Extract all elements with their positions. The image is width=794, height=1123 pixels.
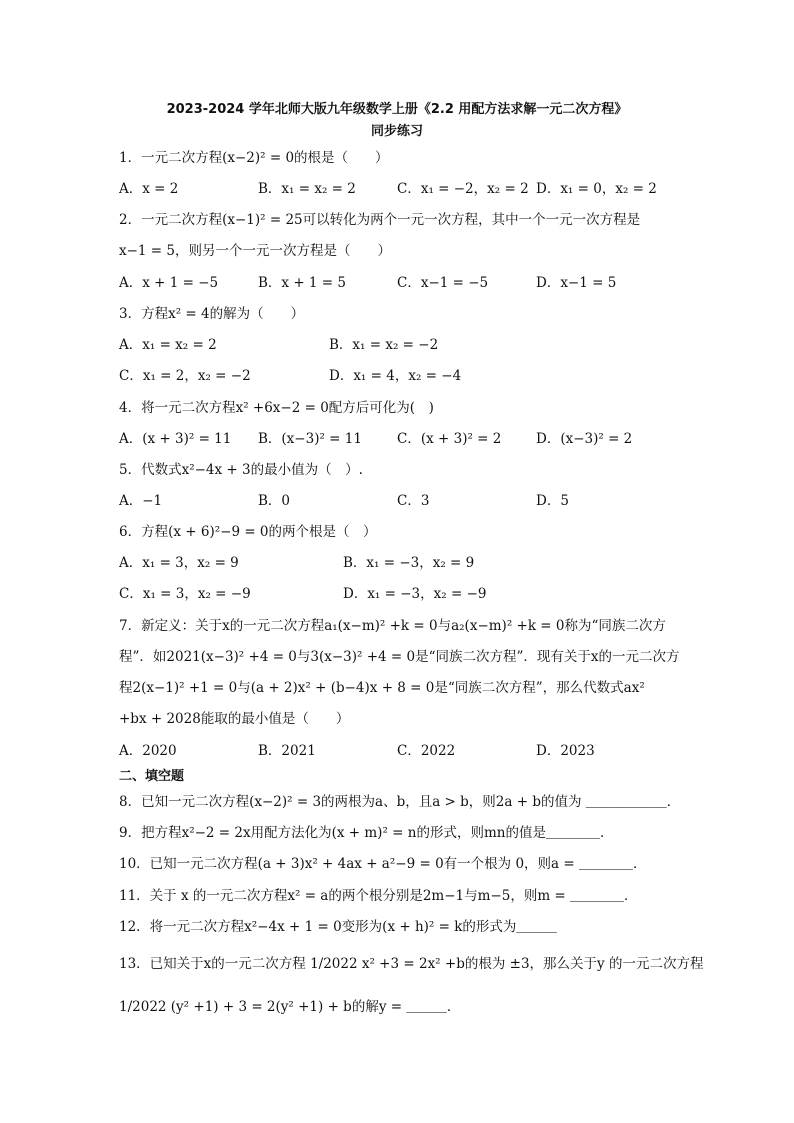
document-title: 2023-2024 学年北师大版九年级数学上册《2.2 用配方法求解一元二次方程》 [166,102,628,117]
question-4-option-d: D．(x−3)² = 2 [536,431,633,447]
question-1-stem: 1．一元二次方程(x−2)² = 0的根是（ ） [119,150,389,166]
question-2-option-d: D．x−1 = 5 [536,275,617,291]
question-6-option-b: B．x₁ = −3，x₂ = 9 [343,555,475,571]
question-2-option-b: B．x + 1 = 5 [258,275,347,291]
question-5-option-c: C．3 [397,493,430,509]
question-3-stem: 3．方程x² = 4的解为（ ） [119,306,305,322]
question-8: 8．已知一元二次方程(x−2)² = 3的两根为a、b，且a > b，则2a + b的值为 ＿＿＿＿＿＿． [119,794,681,810]
question-7-option-c: C．2022 [397,743,456,759]
question-2-stem-line1: 2．一元二次方程(x−1)² = 25可以转化为两个一元一次方程，其中一个一元一次方程是 [119,212,641,228]
question-3-option-b: B．x₁ = x₂ = −2 [329,337,439,353]
question-7-option-d: D．2023 [536,743,595,759]
question-9: 9．把方程x²−2 = 2x用配方法化为(x + m)² = n的形式，则mn的值是＿＿＿＿． [119,825,614,841]
question-1-option-b: B．x₁ = x₂ = 2 [258,181,356,197]
question-2-option-a: A．x + 1 = −5 [119,275,219,291]
question-3-option-d: D．x₁ = 4，x₂ = −4 [329,368,462,384]
question-7-stem-line3: 程2(x−1)² +1 = 0与(a + 2)x² + (b−4)x + 8 = 0是“同族二次方程”，那么代数式ax² [119,680,645,696]
question-7-stem-line2: 程”．如2021(x−3)² +4 = 0与3(x−3)² +4 = 0是“同族二次方程”．现有关于x的一元二次方 [119,649,680,665]
question-1-option-d: D．x₁ = 0，x₂ = 2 [536,181,657,197]
section-heading-fill-in: 二、填空题 [119,769,185,784]
question-13-line1: 13．已知关于x的一元二次方程 1/2022 x² +3 = 2x² +b的根为 ±3，那么关于y 的一元二次方程 [119,956,704,972]
question-2-stem-line2: x−1 = 5，则另一个一元一次方程是（ ） [119,243,391,259]
question-2-option-c: C．x−1 = −5 [397,275,489,291]
question-6-stem: 6．方程(x + 6)²−9 = 0的两个根是（ ） [119,524,377,540]
question-3-option-a: A．x₁ = x₂ = 2 [119,337,217,353]
question-7-stem-line4: +bx + 2028能取的最小值是（ ） [119,711,350,727]
question-13-line2: 1/2022 (y² +1) + 3 = 2(y² +1) + b的解y = ＿＿＿． [119,999,461,1015]
question-5-option-a: A．−1 [119,493,163,509]
question-6-option-a: A．x₁ = 3，x₂ = 9 [119,555,239,571]
question-12: 12．将一元二次方程x²−4x + 1 = 0变形为(x + h)² = k的形式为＿＿＿ [119,919,557,935]
question-7-option-a: A．2020 [119,743,177,759]
question-4-stem: 4．将一元二次方程x² +6x−2 = 0配方后可化为( ) [119,400,434,416]
document-subtitle: 同步练习 [370,124,423,139]
question-1-option-a: A．x = 2 [119,181,179,197]
question-4-option-b: B．(x−3)² = 11 [258,431,362,447]
question-11: 11．关于 x 的一元二次方程x² = a的两个根分别是2m−1与m−5，则m = ＿＿＿＿． [119,888,638,904]
question-10: 10．已知一元二次方程(a + 3)x² + 4ax + a²−9 = 0有一个根为 0，则a = ＿＿＿＿． [119,856,647,872]
question-6-option-c: C．x₁ = 3，x₂ = −9 [119,586,251,602]
question-4-option-a: A．(x + 3)² = 11 [119,431,232,447]
question-5-option-b: B．0 [258,493,291,509]
question-3-option-c: C．x₁ = 2，x₂ = −2 [119,368,251,384]
question-5-stem: 5．代数式x²−4x + 3的最小值为（ ）. [119,462,363,478]
question-5-option-d: D．5 [536,493,569,509]
question-6-option-d: D．x₁ = −3，x₂ = −9 [343,586,487,602]
question-7-stem-line1: 7．新定义：关于x的一元二次方程a₁(x−m)² +k = 0与a₂(x−m)² +k = 0称为“同族二次方 [119,618,666,634]
question-7-option-b: B．2021 [258,743,316,759]
question-1-option-c: C．x₁ = −2，x₂ = 2 [397,181,529,197]
question-4-option-c: C．(x + 3)² = 2 [397,431,502,447]
